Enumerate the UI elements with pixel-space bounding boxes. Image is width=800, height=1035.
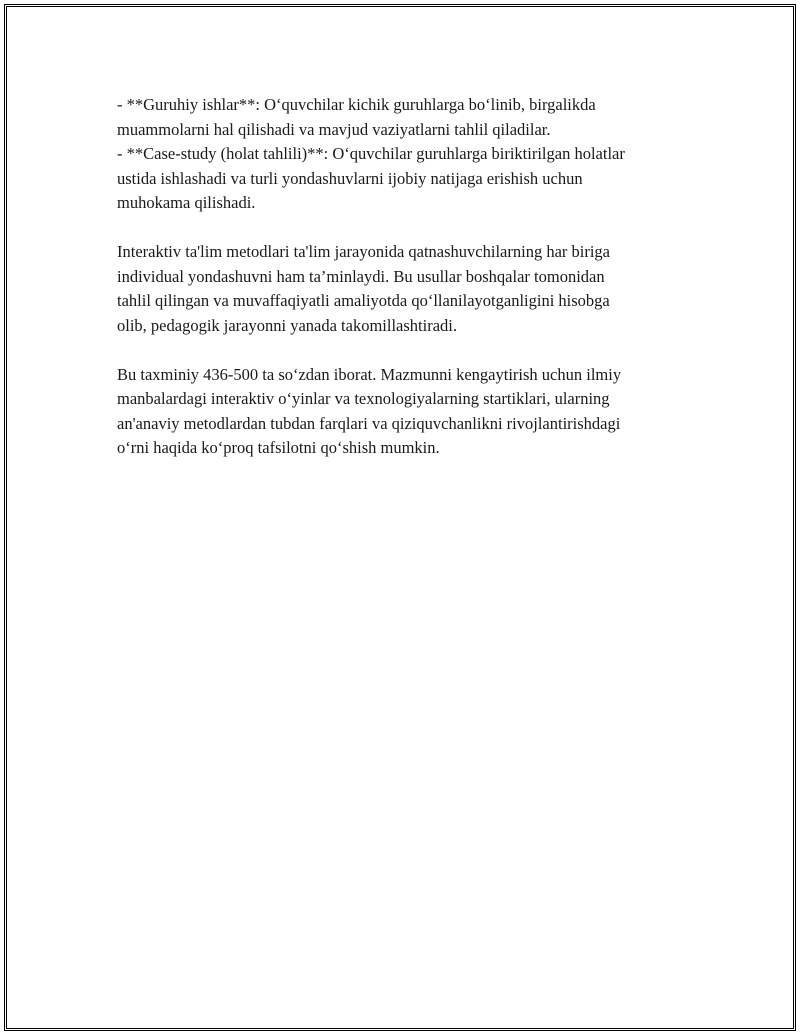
- text-line: ustida ishlashadi va turli yondashuvlarni ijobiy natijaga erishish uchun: [117, 168, 583, 188]
- text-line: individual yondashuvni ham ta’minlaydi. Bu usullar boshqalar tomonidan: [117, 266, 605, 286]
- paragraph-interactive-methods: [117, 240, 697, 338]
- text-line: muammolarni hal qilishadi va mavjud vaziyatlarni tahlil qiladilar.: [117, 119, 551, 139]
- text-line: an'anaviy metodlardan tubdan farqlari va qiziquvchanlikni rivojlantirishdagi: [117, 413, 621, 433]
- text-line: olib, pedagogik jarayonni yanada takomillashtiradi.: [117, 315, 457, 335]
- text-line: - **Guruhiy ishlar**: O‘quvchilar kichik guruhlarga bo‘linib, birgalikda: [117, 95, 596, 114]
- document-body: [117, 93, 697, 461]
- text-line: Interaktiv ta'lim metodlari ta'lim jarayonida qatnashuvchilarning har biriga: [117, 242, 610, 261]
- text-line: - **Case-study (holat tahlili)**: O‘quvchilar guruhlarga biriktirilgan holatlar: [117, 144, 625, 163]
- text-line: Bu taxminiy 436-500 ta so‘zdan iborat. Mazmunni kengaytirish uchun ilmiy: [117, 364, 622, 384]
- text-line: tahlil qilingan va muvaffaqiyatli amaliyotda qo‘llanilayotganligini hisobga: [117, 291, 610, 310]
- paragraph-group-activities: [117, 93, 697, 216]
- text-line: manbalardagi interaktiv o‘yinlar va texnologiyalarning startiklari, ularning: [117, 389, 610, 408]
- text-line: o‘rni haqida ko‘proq tafsilotni qo‘shish mumkin.: [117, 438, 440, 457]
- paragraph-word-count-note: [117, 363, 697, 461]
- text-line: muhokama qilishadi.: [117, 193, 256, 212]
